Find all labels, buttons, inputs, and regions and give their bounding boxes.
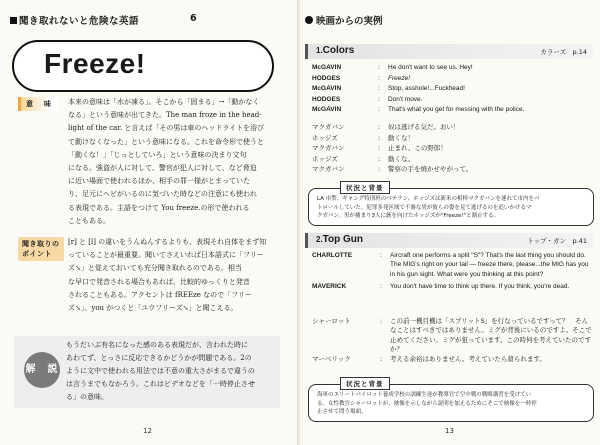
right-header (305, 13, 383, 27)
dialogue-line: Don't move. (388, 95, 423, 103)
jp-dialogue-row: ホッジズ : 動くな。 (312, 154, 594, 165)
speaker: マクガバン (312, 165, 345, 174)
speaker: MAVERICK (312, 283, 347, 291)
dialogue-line: この前一機目機は「スプリットS」を行なっているですって？ そんなことはすべきではありません。ミグが背後にいるのですよ。そこで止めてください。ミグが狙っています。この時何を考えていたのですか？ (390, 317, 592, 354)
commentary-line: は言うまでもなかろう。これはビデオなどを「一時停止させ (66, 380, 255, 388)
section-header-top-gun (305, 233, 593, 248)
right-header-title: 映画からの実例 (316, 16, 383, 27)
meaning-label: 意 味 (18, 97, 58, 111)
colors-dialogue (312, 63, 594, 116)
meaning-line: こともある。 (68, 216, 110, 225)
context-line: 止させて問う場面。 (317, 409, 367, 415)
dialogue-line: 止まれ、この野郎！ (388, 144, 447, 153)
context-line: 海軍のエリートパイロット養成学校の訓練生達が教導官で空中戦の戦略講習を受けてい (317, 392, 532, 398)
dialogue-line: You don't have time to think up there. If you think, you're dead. (390, 283, 570, 291)
meaning-line: になる。強盗が人に対して、警官が犯人に対して、など脅迫 (68, 164, 257, 173)
meaning-line: なる」という意味が出てきた。The man froze in the head- (68, 111, 262, 120)
dialogue-row: MAVERICK : You don't have time to think up there. If you think, you're dead. (312, 282, 594, 291)
section-ref (527, 236, 587, 245)
section-page-ref: p.14 (572, 48, 587, 56)
section-page-ref: p.41 (572, 237, 587, 245)
pronunciation-line: ズ↘」、you がつくと「ユウフリーズ↘」と聞こえる。 (68, 304, 238, 313)
meaning-line: り、足元にヘビがいるのに気づいた時などの注意にも使われ (68, 190, 257, 199)
speaker: シャーロット (312, 317, 351, 325)
left-header-title: 聞き取れないと危険な英語 (19, 16, 140, 27)
context-text (309, 189, 593, 225)
meaning-line: る表現である。主語をつけて You freeze.の形で使われる (68, 203, 250, 212)
colors-jp-dialogue (312, 122, 594, 175)
top-gun-context-label: 状況と背景 (340, 377, 390, 390)
pronunciation-line: [r] と [l] の違いをうんぬんするよりも、表現それ自体をまず知 (68, 238, 267, 246)
left-page-number: 12 (143, 427, 152, 435)
meaning-line: 本来の意味は「水が凍る」。そこから「固まる」→「動かなく (68, 98, 260, 106)
right-page-number: 13 (445, 427, 454, 435)
section-jp-title: トップ・ガン (527, 237, 567, 245)
meaning-text (68, 96, 280, 228)
section-number: 2. (316, 235, 323, 244)
context-line: LA 市警、ギャング特別班のベテラン、ホッジズは新米の相棒マクガバンを連れて市内をパ (317, 196, 540, 202)
pronunciation-label-line: 聞き取りの (22, 240, 60, 248)
section-title (316, 234, 363, 245)
dialogue-row: HODGES : Don't move. (312, 95, 594, 106)
jp-dialogue-row: マクガバン : 奴は逃げる気だ。おい！ (312, 122, 594, 133)
title-box (12, 40, 274, 92)
context-line: る。女性教官シャーロットが、映像を示しながら説明を加えるためにそこで映像を一時停 (317, 400, 537, 407)
dialogue-row: CHARLOTTE : Aircraft one performs a split "S"? That's the last thing you should do. The MIG's right on your tail — freeze there, please...the MIG has you in his gun sight. What were you thinking at this point? (312, 251, 594, 279)
speaker: CHARLOTTE (312, 252, 353, 259)
pronunciation-line: な早口で発音される場合もあれば、比較的ゆっくりと発音 (68, 277, 250, 286)
commentary-text (66, 339, 276, 404)
dialogue-line: He don't want to see us. Hey! (388, 64, 473, 71)
context-line: クガバン。男が捕まり3人に銃を向けたホッジズが"Freeze!"と制止する。 (317, 213, 500, 219)
circle-bullet-icon (305, 16, 313, 24)
jp-dialogue-row: マクガバン : 止まれ、この野郎！ (312, 143, 594, 154)
meaning-line: light of the car. と言えば「その男は車のヘッドライトを浴び (68, 124, 265, 133)
speaker: ホッジズ (312, 133, 338, 142)
context-line: トロールしていた。犯罪多発区域で不審な男が彼らの姿を見て逃げるのを追いかけるマ (317, 204, 532, 211)
jp-dialogue-row: マクガバン : 警察の手を焼かせやがって。 (312, 164, 594, 175)
speaker: McGAVIN (312, 85, 342, 93)
section-title (316, 45, 354, 56)
speaker: マーベリック (312, 354, 351, 363)
dialogue-line: That's what you get for messing with the police. (388, 106, 525, 114)
commentary-box (14, 336, 280, 408)
dialogue-line: 奴は逃げる気だ。おい！ (388, 123, 460, 131)
jp-dialogue-row: シャーロット : この前一機目機は「スプリットS」を行なっているですって？ そんなことはすべきではありません。ミグが背後にいるのですよ。そこで止めてください。ミグが狙っています。この時何を考えていたのですか？ (312, 317, 594, 355)
section-title-text: Top Gun (322, 234, 364, 245)
section-header-colors (305, 44, 593, 59)
colors-context-label: 状況と背景 (340, 181, 390, 194)
dialogue-row: McGAVIN : He don't want to see us. Hey! (312, 63, 594, 74)
meaning-line: 「動くな！」「じっとしていろ」という意味の決まり文句 (68, 150, 247, 159)
square-bullet-icon (10, 17, 17, 24)
commentary-line: もうだいぶ有名になった感のある表現だが、言われた時に (66, 341, 248, 349)
jp-dialogue-row: マーベリック : 考える余裕はありません。考えていたら殺られます。 (312, 355, 594, 364)
speaker: McGAVIN (312, 64, 342, 71)
dialogue-line: 考える余裕はありません。考えていたら殺られます。 (390, 354, 546, 363)
dialogue-line: Freeze! (388, 74, 411, 82)
dialogue-line: Aircraft one performs a split "S"? That's the last thing you should do. The MIG's right on your tail — freeze there, please...the MIG has you in his gun sight. What were you thinking at this point? (390, 252, 589, 278)
meaning-line: て動けなくなった」という意味になる。これを命令形で使うと (68, 137, 264, 146)
commentary-line: る」の意味。 (66, 393, 108, 401)
dialogue-row: McGAVIN : That's what you get for messing with the police. (312, 105, 594, 116)
jp-dialogue-row: ホッジズ : 動くな！ (312, 133, 594, 144)
commentary-line: ように文中で使われる用法では不意の重大さがまるで違うの (66, 367, 255, 375)
section-number: 1. (316, 46, 323, 55)
speaker: McGAVIN (312, 106, 342, 114)
left-header-number: 6 (190, 13, 197, 24)
right-page (300, 0, 600, 445)
top-gun-dialogue (312, 251, 594, 292)
section-jp-title: カラーズ (540, 48, 567, 56)
left-header (10, 13, 139, 27)
speaker: ホッジズ (312, 154, 338, 163)
left-page (0, 0, 298, 445)
pronunciation-line: されることもある。アクセントは fREEze なので「フリー (68, 290, 252, 299)
section-ref (540, 47, 587, 56)
commentary-line: あわてず、とっさに反応できるかどうかが問題である。2の (66, 354, 252, 362)
speaker: マクガバン (312, 123, 345, 131)
meaning-line: に近い場面で使われるほか、相手の罪一様がとまっていた (68, 177, 250, 186)
dialogue-line: 警察の手を焼かせやがって。 (388, 165, 473, 174)
top-gun-jp-dialogue (312, 317, 594, 364)
dialogue-line: 動くな。 (388, 154, 414, 163)
pronunciation-line: っていることが最重要。聞いてさえいれば日本語式に「フリー (68, 251, 264, 260)
speaker: HODGES (312, 74, 341, 82)
dialogue-line: Stop, asshole!...Fuckhead! (388, 85, 465, 93)
speaker: マクガバン (312, 144, 345, 153)
dialogue-row: HODGES : Freeze! (312, 74, 594, 85)
pronunciation-text (68, 236, 280, 315)
pronunciation-label-line: ポイント (22, 250, 52, 258)
dialogue-row: McGAVIN : Stop, asshole!...Fuckhead! (312, 84, 594, 95)
context-text (309, 385, 593, 421)
pronunciation-label (18, 237, 64, 261)
commentary-label: 解 説 (24, 352, 60, 388)
dialogue-line: 動くな！ (388, 133, 414, 142)
speaker: HODGES (312, 95, 341, 103)
main-title: Freeze! (44, 48, 146, 79)
section-title-text: Colors (322, 45, 355, 56)
pronunciation-line: ズ↘」と覚えておいても充分聞き取れるのである。相当 (68, 264, 242, 273)
